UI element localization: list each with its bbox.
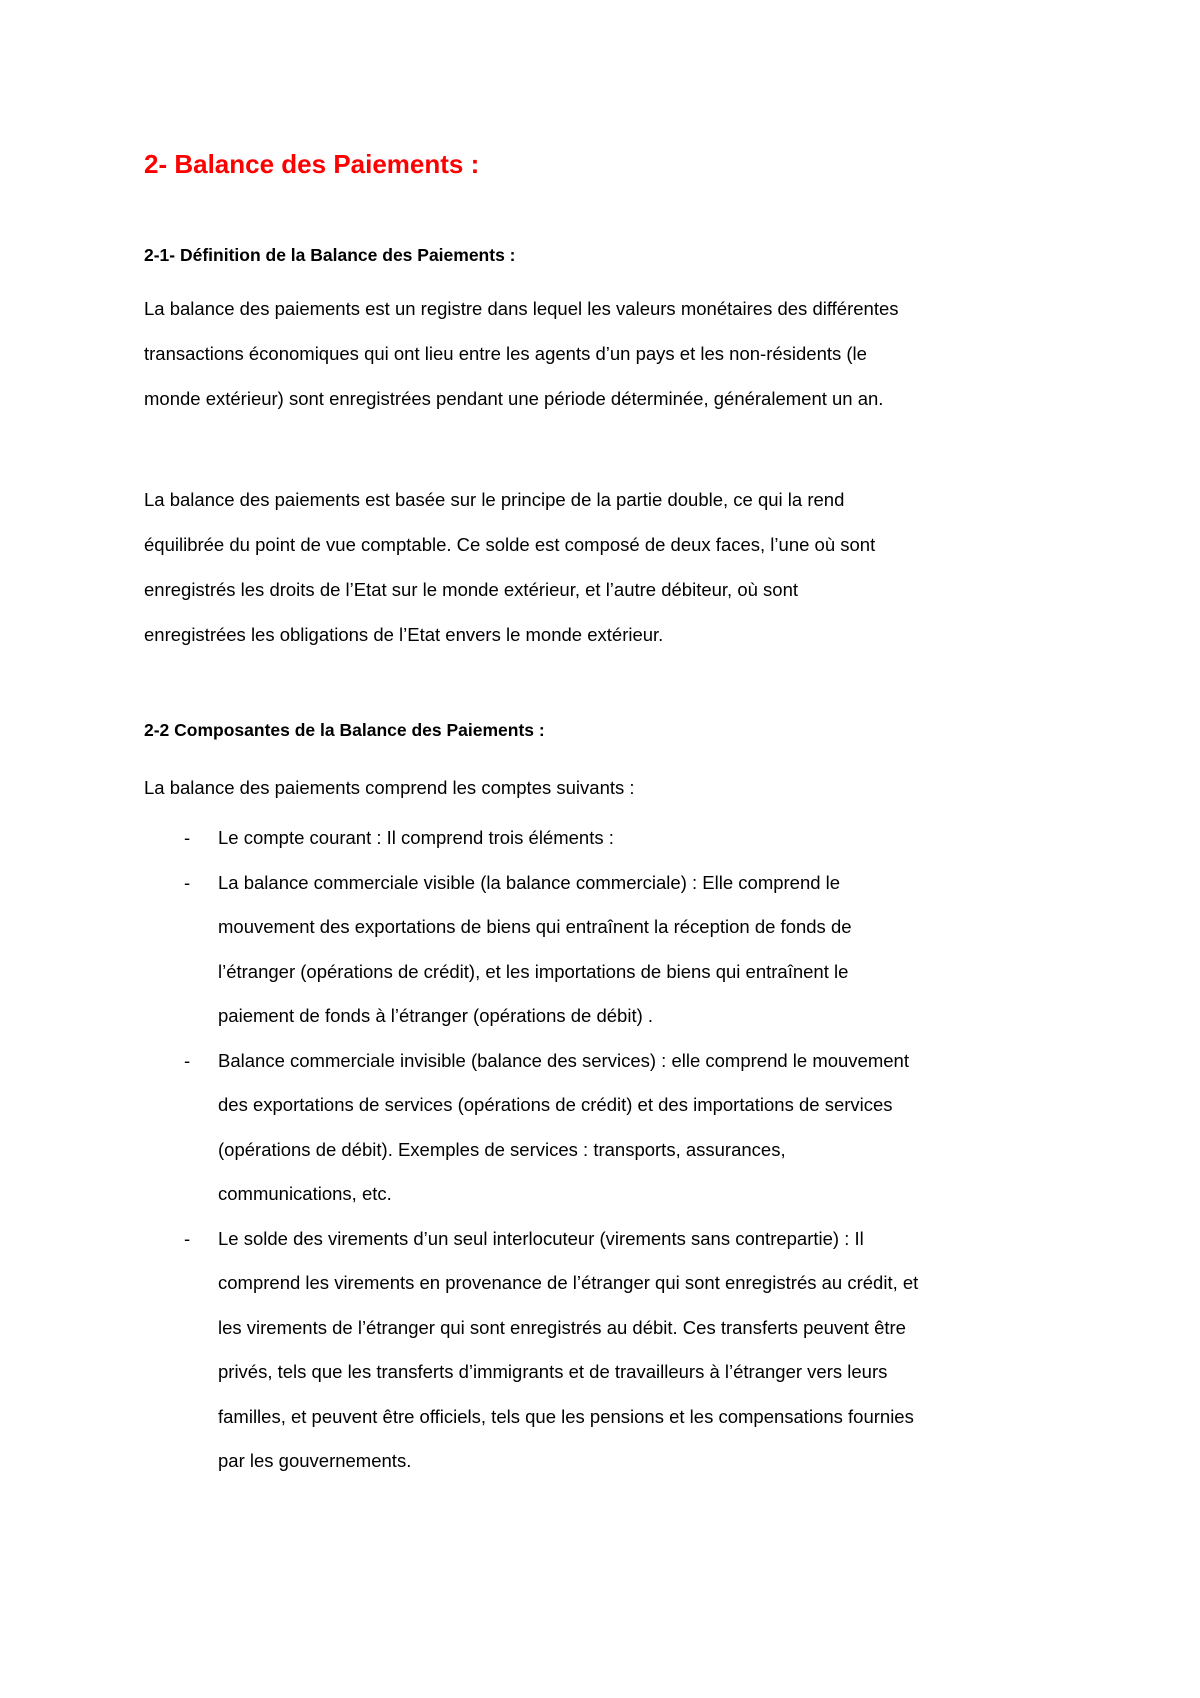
bullet-dash: - [184, 1049, 191, 1071]
list-item-line: les virements de l’étranger qui sont enregistrés au débit. Ces transferts peuvent être [218, 1316, 906, 1338]
list-item [144, 1039, 1074, 1217]
list-item-line: comprend les virements en provenance de l’étranger qui sont enregistrés au crédit, et [218, 1272, 919, 1293]
bullet-dash: - [184, 871, 191, 893]
list-item-line: mouvement des exportations de biens qui entraînent la réception de fonds de [218, 916, 852, 937]
paragraph-line: transactions économiques qui ont lieu entre les agents d’un pays et les non-résidents (le [144, 343, 867, 364]
list-item-line: paiement de fonds à l’étranger (opérations de débit) . [218, 1005, 654, 1026]
list-item-line: Le solde des virements d’un seul interlocuteur (virements sans contrepartie) : Il [218, 1227, 864, 1249]
section-heading-components: 2-2 Composantes de la Balance des Paiements : [144, 720, 545, 740]
list-item-line: Balance commerciale invisible (balance des services) : elle comprend le mouvement [218, 1049, 909, 1071]
list-item-line: La balance commerciale visible (la balance commerciale) : Elle comprend le [218, 871, 841, 893]
list-item [144, 1217, 1074, 1484]
page-title: 2- Balance des Paiements : [144, 149, 480, 179]
list-item-line: privés, tels que les transferts d’immigrants et de travailleurs à l’étranger vers leurs [218, 1361, 888, 1382]
list-item-line: par les gouvernements. [218, 1450, 412, 1471]
paragraph-double-entry [144, 477, 1074, 657]
document-body [144, 146, 1074, 1484]
paragraph-line: enregistrés les droits de l’Etat sur le monde extérieur, et l’autre débiteur, où sont [144, 579, 799, 600]
list-item-line: (opérations de débit). Exemples de services : transports, assurances, [218, 1138, 786, 1160]
paragraph-line: équilibrée du point de vue comptable. Ce solde est composé de deux faces, l’une où sont [144, 534, 876, 555]
paragraph-components-intro [144, 765, 1074, 810]
section-heading-definition: 2-1- Définition de la Balance des Paiements : [144, 245, 516, 265]
list-item-line: familles, et peuvent être officiels, tels que les pensions et les compensations fournies [218, 1405, 914, 1427]
bullet-dash: - [184, 827, 191, 848]
paragraph-line: enregistrées les obligations de l’Etat envers le monde extérieur. [144, 624, 664, 645]
list-item [144, 861, 1074, 1039]
paragraph-line: La balance des paiements est un registre dans lequel les valeurs monétaires des différentes [144, 298, 899, 319]
list-item-line: Le compte courant : Il comprend trois éléments : [218, 827, 614, 848]
bullet-dash: - [184, 1227, 191, 1249]
list-item-line: des exportations de services (opérations de crédit) et des importations de services [218, 1094, 893, 1115]
paragraph-line: monde extérieur) sont enregistrées pendant une période déterminée, généralement un an. [144, 388, 884, 409]
list-item-line: communications, etc. [218, 1183, 392, 1204]
list-item-line: l’étranger (opérations de crédit), et les importations de biens qui entraînent le [218, 960, 849, 982]
list-item [144, 816, 1074, 861]
paragraph-line: La balance des paiements comprend les comptes suivants : [144, 777, 635, 798]
components-list [144, 816, 1074, 1484]
paragraph-line: La balance des paiements est basée sur le principe de la partie double, ce qui la rend [144, 489, 845, 510]
paragraph-definition [144, 286, 1074, 421]
